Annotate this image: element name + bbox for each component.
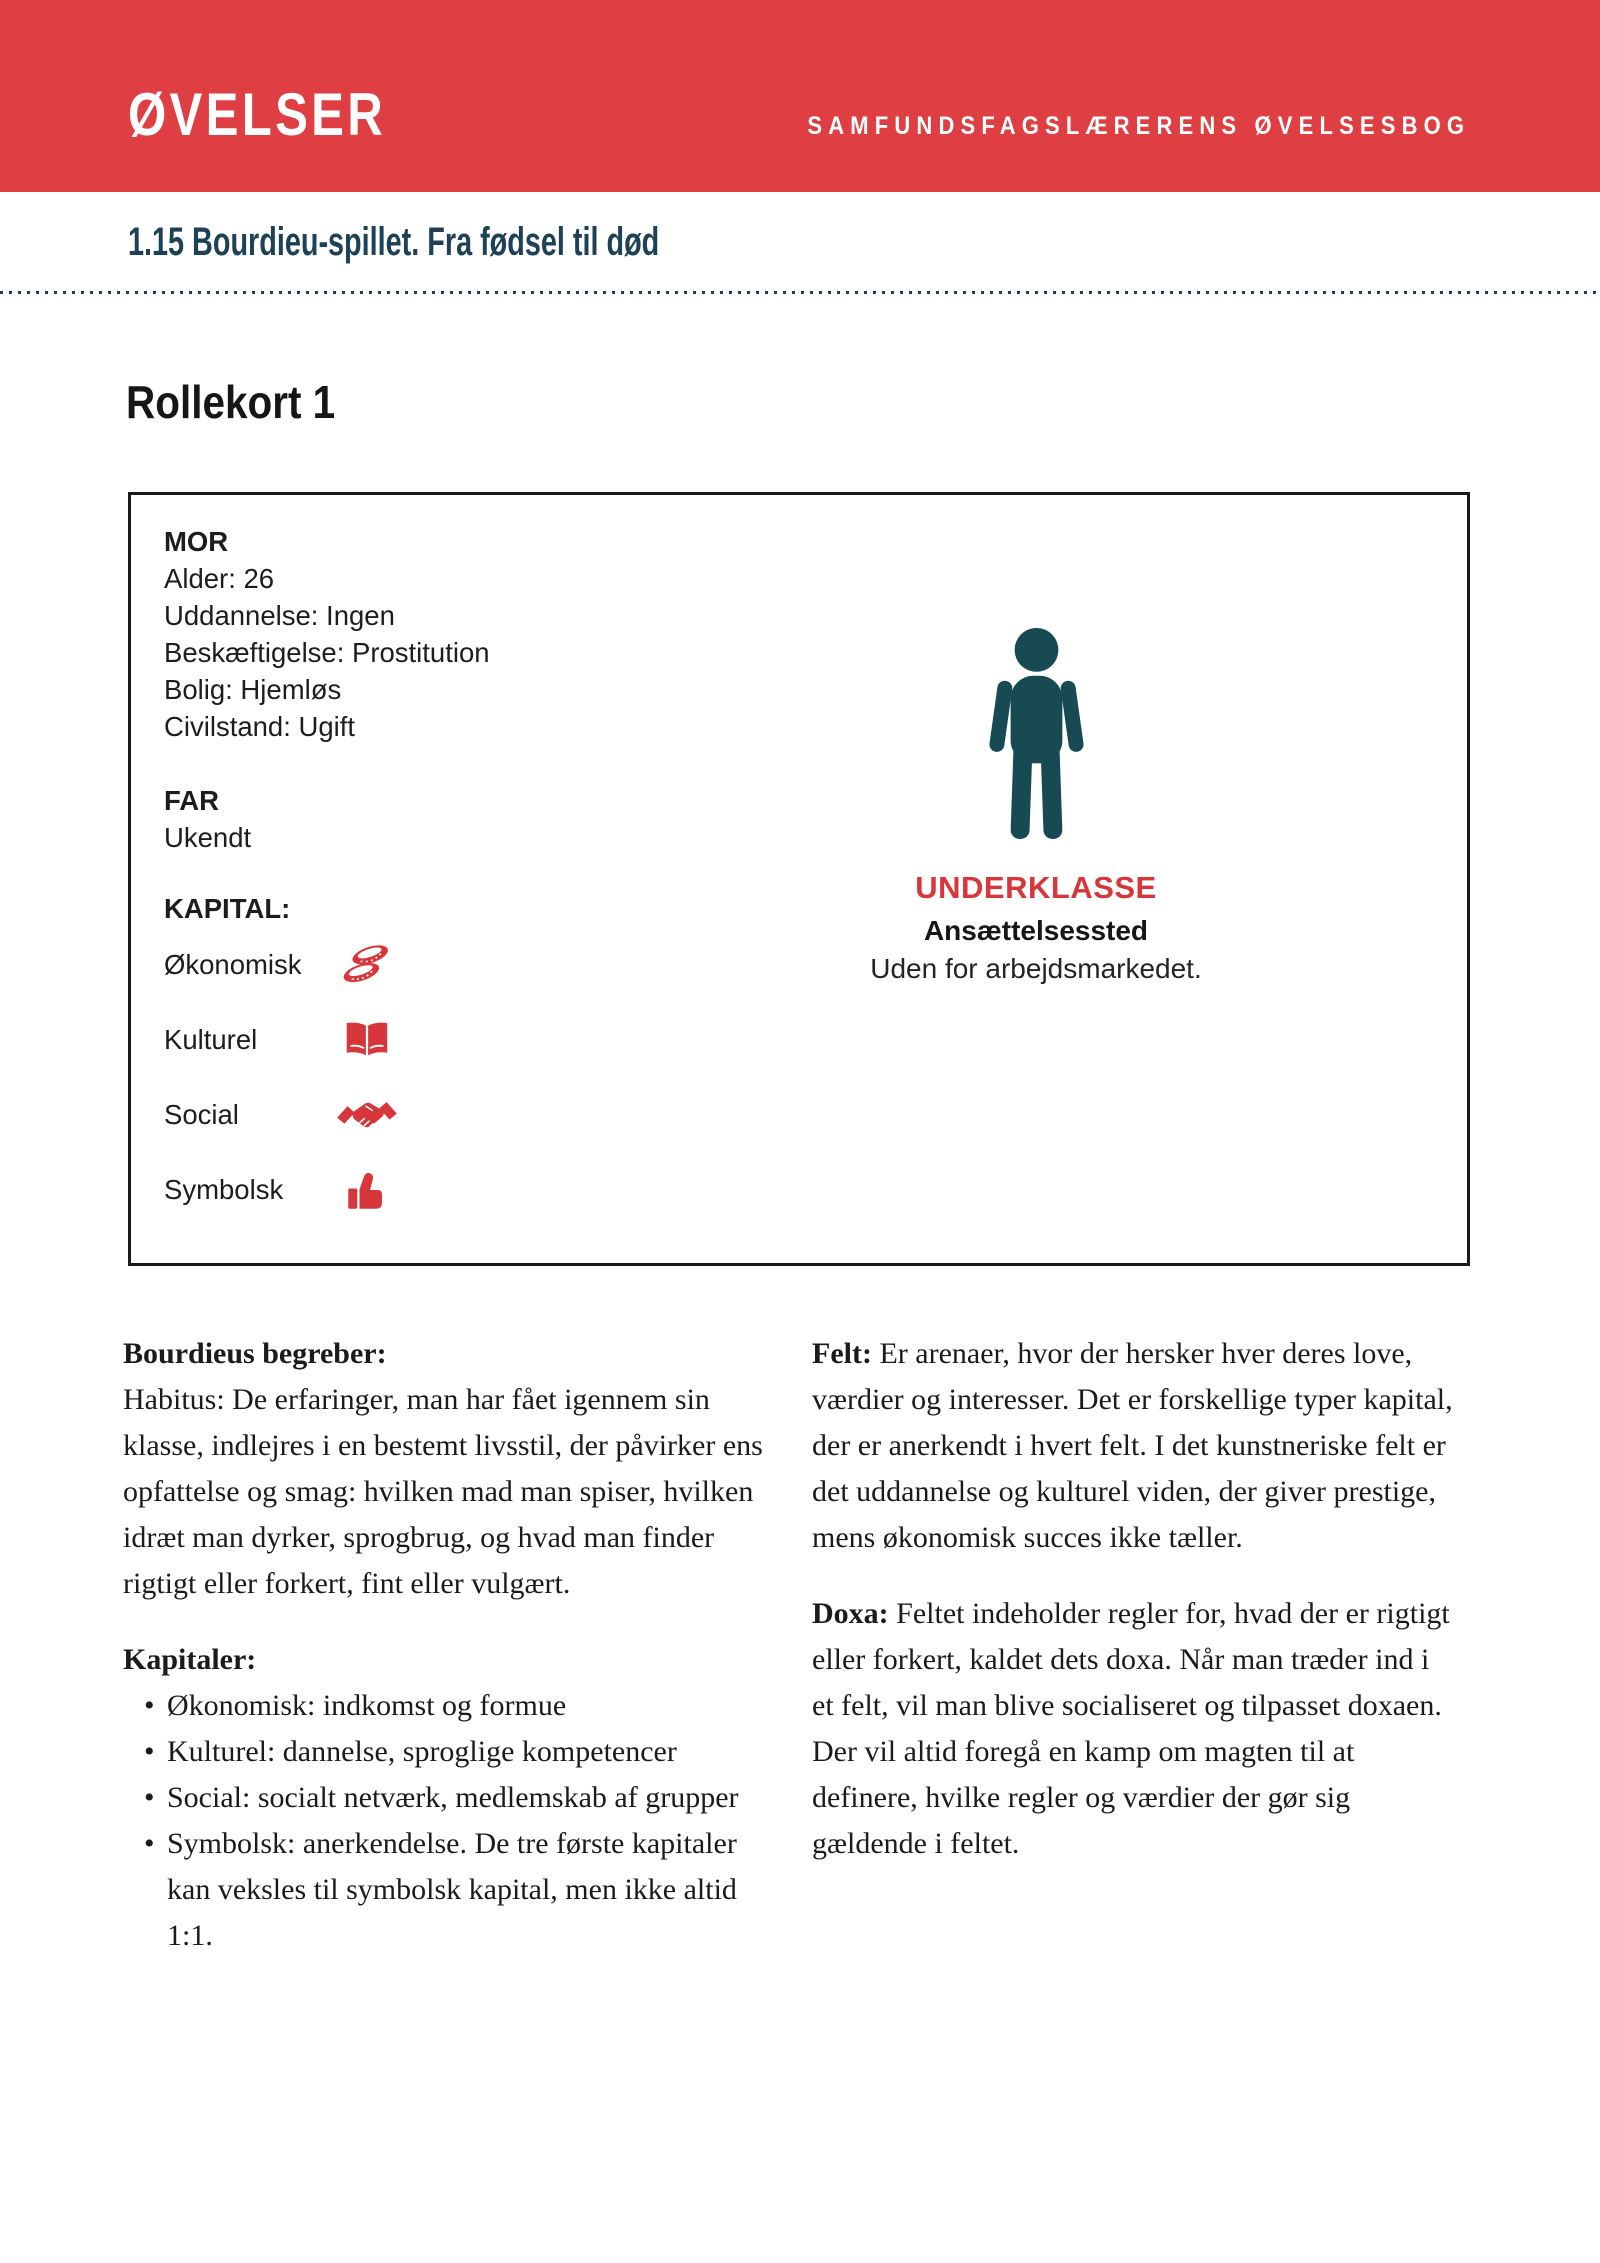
felt-text: Er arenaer, hvor der hersker hver deres love, værdier og interesser. Det er forskellige typer kapital, der er anerkendt i hvert felt. I det kunstneriske felt er det uddannelse og kulturel viden, der giver prestige, mens økonomisk succes ikke tæller. — [812, 1337, 1453, 1554]
felt-label: Felt: — [812, 1337, 872, 1370]
kapital-label: Symbolsk — [164, 1174, 284, 1205]
mor-heading: MOR — [164, 526, 229, 557]
habitus-paragraph: Habitus: De erfaringer, man har fået igennem sin klasse, indlejres i en bestemt livsstil, der påvirker ens opfattelse og smag: hvilken mad man spiser, hvilken idræt man dyrker, sprogbrug, og hvad man finder rigtigt eller forkert, fint eller vulgært. — [123, 1383, 763, 1600]
book-icon — [336, 1010, 398, 1070]
kapital-label: Økonomisk — [164, 949, 302, 980]
role-card-details — [164, 523, 490, 1227]
kapital-row-social — [164, 1077, 490, 1152]
banner-subtitle: SAMFUNDSFAGSLÆRERENS ØVELSESBOG — [807, 112, 1470, 140]
concepts-right-column — [812, 1331, 1457, 1959]
kapital-row-cultural — [164, 1002, 490, 1077]
far-status: Ukendt — [164, 822, 252, 853]
list-item: • Økonomisk: indkomst og formue — [167, 1683, 768, 1729]
handshake-icon — [336, 1085, 398, 1145]
mor-occupation: Beskæftigelse: Prostitution — [164, 637, 490, 668]
list-item: • Social: socialt netværk, medlemskab af grupper — [167, 1775, 768, 1821]
kapitaler-list — [123, 1683, 768, 1959]
list-item: • Kulturel: dannelse, sproglige kompetencer — [167, 1729, 768, 1775]
doxa-text: Feltet indeholder regler for, hvad der er rigtigt eller forkert, kaldet dets doxa. Når man træder ind i et felt, vil man blive socialiseret og tilpasset doxaen. Der vil altid foregå en kamp om magten til at definere, hvilke regler og værdier der gør sig gældende i feltet. — [812, 1597, 1450, 1860]
list-item: • Symbolsk: anerkendelse. De tre første kapitaler kan veksles til symbolsk kapital, men ikke altid 1:1. — [167, 1821, 768, 1959]
kapital-heading: KAPITAL: — [164, 893, 291, 924]
page-title: Rollekort 1 — [126, 376, 336, 428]
kapital-label: Social — [164, 1099, 239, 1130]
person-icon — [975, 626, 1098, 840]
begreber-heading: Bourdieus begreber: — [123, 1337, 387, 1370]
class-label: UNDERKLASSE — [915, 870, 1157, 905]
employment-text: Uden for arbejdsmarkedet. — [870, 953, 1202, 984]
far-heading: FAR — [164, 785, 219, 816]
mor-housing: Bolig: Hjemløs — [164, 674, 342, 705]
section-title: 1.15 Bourdieu-spillet. Fra fødsel til død — [128, 220, 660, 264]
concepts-section — [123, 1331, 1457, 1959]
mor-marital-status: Civilstand: Ugift — [164, 711, 356, 742]
banner-title: ØVELSER — [128, 81, 387, 148]
mor-age: Alder: 26 — [164, 563, 275, 594]
header-banner — [0, 0, 1600, 192]
felt-paragraph — [812, 1331, 1457, 1561]
doxa-label: Doxa: — [812, 1597, 889, 1630]
mor-education: Uddannelse: Ingen — [164, 600, 395, 631]
coins-icon — [336, 935, 398, 995]
kapital-row-symbolic — [164, 1152, 490, 1227]
concepts-left-column — [123, 1331, 768, 1959]
kapital-label: Kulturel — [164, 1024, 258, 1055]
role-card — [128, 492, 1470, 1266]
kapitaler-heading: Kapitaler: — [123, 1643, 257, 1676]
kapital-row-economic — [164, 927, 490, 1002]
dotted-divider — [0, 291, 1600, 294]
employment-heading: Ansættelsessted — [923, 915, 1149, 946]
thumbs-up-icon — [336, 1160, 398, 1220]
doxa-paragraph — [812, 1591, 1457, 1867]
role-card-class-panel — [831, 495, 1241, 985]
